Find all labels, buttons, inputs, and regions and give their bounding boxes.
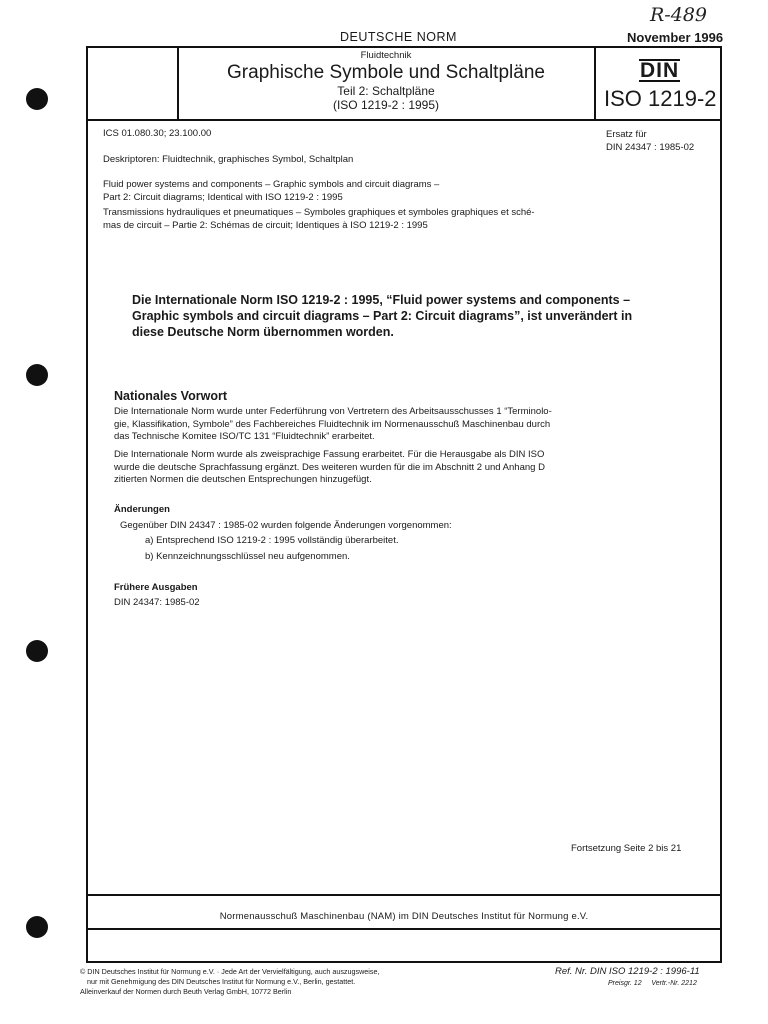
title-english-line2: Part 2: Circuit diagrams; Identical with ISO 1219-2 : 1995 xyxy=(103,192,343,203)
reference-number: Ref. Nr. DIN ISO 1219-2 : 1996-11 xyxy=(555,966,700,977)
copyright-line: © DIN Deutsches Institut für Normung e.V. · Jede Art der Vervielfältigung, auch auszugsweise, xyxy=(80,967,380,976)
declaration-line: diese Deutsche Norm übernommen worden. xyxy=(132,325,394,339)
din-logo: DIN xyxy=(640,59,680,82)
changes-item-b: b) Kennzeichnungsschlüssel neu aufgenommen. xyxy=(145,551,350,562)
foreword-line: gie, Klassifikation, Symbole” des Fachbereiches Fluidtechnik im Normenausschuß Maschinenbau durch xyxy=(114,418,551,430)
foreword-line: zitierten Normen die deutschen Entsprechungen hinzugefügt. xyxy=(114,474,372,485)
issue-date: November 1996 xyxy=(627,30,724,45)
punch-hole-icon xyxy=(26,916,48,938)
ics-code: ICS 01.080.30; 23.100.00 xyxy=(103,128,212,139)
declaration xyxy=(132,292,692,340)
previous-editions-heading: Frühere Ausgaben xyxy=(114,582,198,593)
title-part: Teil 2: Schaltpläne xyxy=(337,84,435,98)
descriptors: Deskriptoren: Fluidtechnik, graphisches Symbol, Schaltplan xyxy=(103,154,354,165)
title-iso-ref: (ISO 1219-2 : 1995) xyxy=(332,98,440,112)
title-divider-bottom xyxy=(86,119,722,121)
replaces-label: Ersatz für xyxy=(606,129,647,140)
declaration-line: Die Internationale Norm ISO 1219-2 : 1995, “Fluid power systems and components – xyxy=(132,293,631,307)
price-info xyxy=(608,980,697,987)
title-english-line1: Fluid power systems and components – Graphic symbols and circuit diagrams – xyxy=(103,179,440,190)
title-french-line1: Transmissions hydrauliques et pneumatiques – Symboles graphiques et symboles graphiques et sché- xyxy=(103,207,535,218)
changes-heading: Änderungen xyxy=(114,504,170,515)
title-french-line2: mas de circuit – Partie 2: Schémas de circuit; Identiques à ISO 1219-2 : 1995 xyxy=(103,220,428,231)
foreword-line: das Technische Komitee ISO/TC 131 “Fluidtechnik” erarbeitet. xyxy=(114,431,375,442)
foreword-paragraph-1 xyxy=(114,406,704,444)
replaces-value: DIN 24347 : 1985-02 xyxy=(606,142,695,153)
changes-item-a: a) Entsprechend ISO 1219-2 : 1995 vollständig überarbeitet. xyxy=(145,535,399,546)
punch-hole-icon xyxy=(26,364,48,386)
footer-divider-top xyxy=(86,894,722,896)
footer-divider-bottom xyxy=(86,928,722,930)
order-number: Vertr.-Nr. 2212 xyxy=(651,980,697,987)
foreword-heading: Nationales Vorwort xyxy=(114,389,227,403)
sales-line: Alleinverkauf der Normen durch Beuth Verlag GmbH, 10772 Berlin xyxy=(80,987,292,996)
handwritten-note: R-489 xyxy=(650,4,707,26)
price-group: Preisgr. 12 xyxy=(608,980,642,987)
continuation-note: Fortsetzung Seite 2 bis 21 xyxy=(571,843,682,854)
committee-line: Normenausschuß Maschinenbau (NAM) im DIN Deutsches Institut für Normung e.V. xyxy=(219,911,589,922)
changes-intro: Gegenüber DIN 24347 : 1985-02 wurden folgende Änderungen vorgenommen: xyxy=(120,520,452,531)
foreword-paragraph-2 xyxy=(114,449,704,487)
punch-hole-icon xyxy=(26,640,48,662)
foreword-line: Die Internationale Norm wurde als zweisprachige Fassung erarbeitet. Für die Herausgabe als DIN ISO xyxy=(114,449,545,460)
standard-number: ISO 1219-2 xyxy=(604,86,717,111)
punch-hole-icon xyxy=(26,88,48,110)
foreword-line: wurde die deutsche Sprachfassung ergänzt. Des weiteren wurden für die im Abschnitt 2 und Anhang D xyxy=(114,461,545,473)
copyright-notice xyxy=(80,967,379,997)
copyright-line: nur mit Genehmigung des DIN Deutsches Institut für Normung e.V., Berlin, gestattet. xyxy=(87,977,356,986)
title-category: Fluidtechnik xyxy=(360,50,412,61)
declaration-line: Graphic symbols and circuit diagrams – Part 2: Circuit diagrams”, ist unverändert in xyxy=(132,309,633,323)
title-divider-right xyxy=(594,46,596,119)
foreword-line: Die Internationale Norm wurde unter Federführung von Vertretern des Arbeitsausschusses 1 “Terminolo- xyxy=(114,406,552,417)
previous-editions-value: DIN 24347: 1985-02 xyxy=(114,597,200,608)
document-type: DEUTSCHE NORM xyxy=(340,30,457,44)
page-title: Graphische Symbole und Schaltpläne xyxy=(227,62,545,83)
